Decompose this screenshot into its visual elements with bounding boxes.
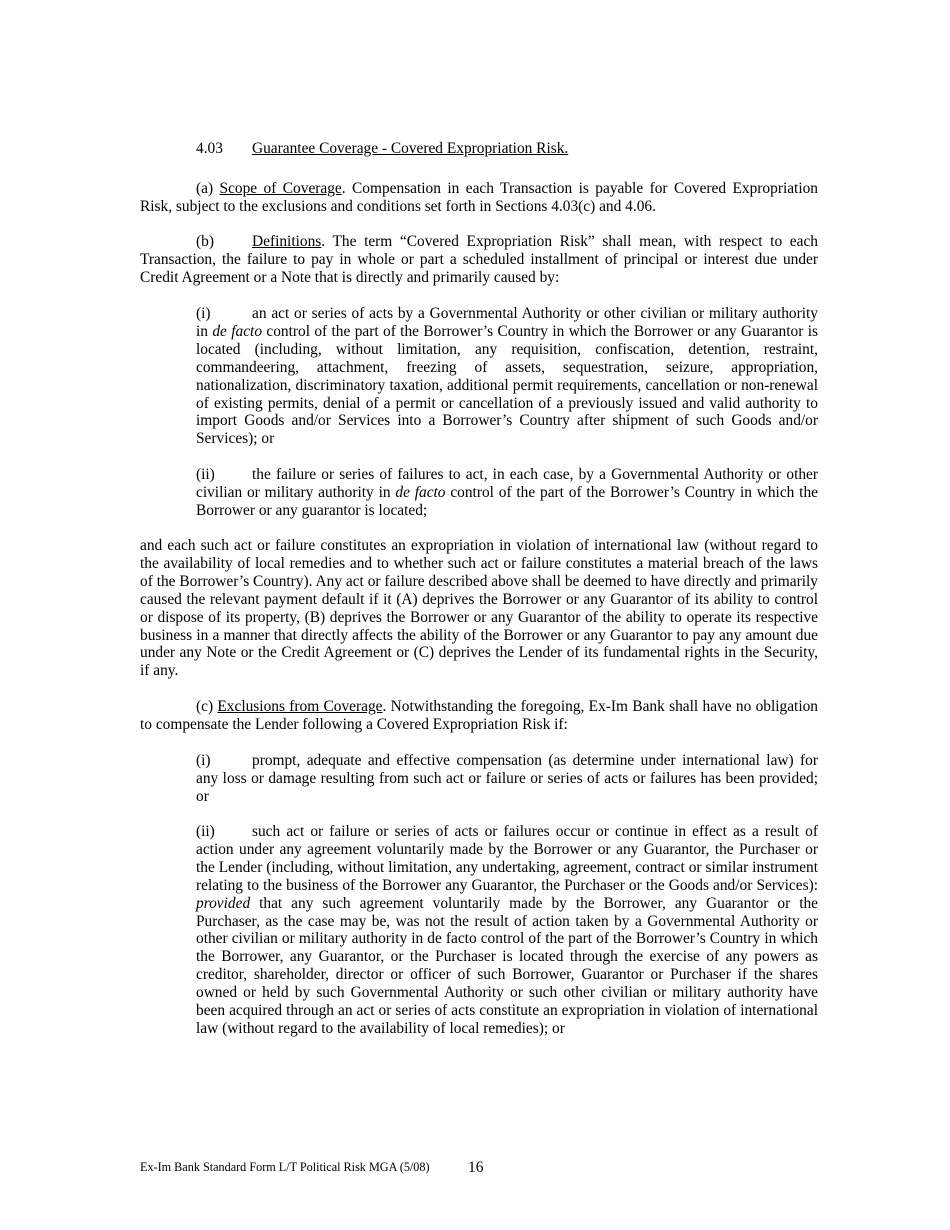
section-number: 4.03 [196,140,223,157]
paragraph-b-text: . The term “Covered Expropriation Risk” shall mean, with respect to each Transaction, the failure to pay in whole or part a scheduled installment of principal or interest due under Credit Agreement or a Note that is directly and primarily caused by: [140,233,818,286]
paragraph-a-text: . Compensation in each Transaction is payable for Covered Expropriation Risk, subject to the exclusions and conditions set forth in Sections 4.03(c) and 4.06. [140,180,818,215]
section-title: Guarantee Coverage - Covered Expropriation Risk. [252,140,569,157]
footer-form-name: Ex-Im Bank Standard Form L/T Political Risk MGA (5/08) [140,1160,430,1174]
paragraph-a-label: (a) [196,180,220,197]
item-c-ii-text-1: such act or failure or series of acts or failures occur or continue in effect as a result of action under any agreement voluntarily made by the Borrower or any Guarantor, the Purchaser or the Lender (including, without limitation, any undertaking, agreement, contract or similar instrument relating to the business of the Borrower any Guarantor, the Purchaser or the Goods and/or Services): [196,823,818,894]
paragraph-continuation: and each such act or failure constitutes an expropriation in violation of international law (without regard to the availability of local remedies and to whether such act or failure constitutes a material breach of the laws of the Borrower’s Country). Any act or failure described above shall be deemed to have directly and primarily caused the relevant payment default if it (A) deprives the Borrower or any Guarantor of its ability to control or dispose of its property, (B) deprives the Borrower or any Guarantor of the ability to operate its respective business in a manner that directly affects the ability of the Borrower or any Guarantor to pay any amount due under any Note or the Credit Agreement or (C) deprives the Lender of its fundamental rights in the Security, if any. [140,537,818,680]
item-c-i-text: prompt, adequate and effective compensation (as determine under international law) for any loss or damage resulting from such act or failure or series of acts or failures has been provided; or [196,752,818,805]
item-b-ii-italic: de facto [395,483,446,501]
footer-page-number: 16 [468,1159,484,1176]
item-b-i-italic: de facto [212,322,263,340]
paragraph-b-label: (b) [196,233,214,250]
item-b-ii-text-2: control of the part of the Borrower’s Country in which the Borrower or any guarantor is located; [196,483,818,519]
paragraph-c-heading: Exclusions from Coverage [217,698,383,715]
item-b-ii-text-1: the failure or series of failures to act, in each case, by a Governmental Authority or other civilian or military authority in [196,466,818,501]
item-b-i-label: (i) [196,305,211,322]
paragraph-c-label: (c) [196,698,218,715]
item-b-i-text-1: an act or series of acts by a Governmental Authority or other civilian or military authority in [196,305,818,340]
paragraph-b-heading: Definitions [252,233,322,250]
item-c-ii-label: (ii) [196,823,215,840]
section-heading [196,140,818,158]
paragraph-a [140,180,818,216]
item-c-i [196,752,818,806]
item-b-ii [196,466,818,520]
item-c-ii-text-2: that any such agreement voluntarily made by the Borrower, any Guarantor or the Purchaser, as the case may be, was not the result of action taken by a Governmental Authority or other civilian or military authority in de facto control of the part of the Borrower’s Country in which the Borrower, any Guarantor, or the Purchaser is located through the exercise of any powers as creditor, shareholder, director or officer of such Borrower, Guarantor or Purchaser if the shares owned or held by such Governmental Authority or such other civilian or military authority have been acquired through an act or series of acts constitute an expropriation in violation of international law (without regard to the availability of local remedies); or [196,894,818,1037]
paragraph-c [140,698,818,734]
item-b-ii-label: (ii) [196,466,215,483]
paragraph-b [140,233,818,287]
item-c-i-label: (i) [196,752,211,769]
paragraph-a-heading: Scope of Coverage [219,180,342,197]
item-c-ii [196,823,818,1038]
paragraph-c-text: . Notwithstanding the foregoing, Ex-Im Bank shall have no obligation to compensate the Lender following a Covered Expropriation Risk if: [140,698,818,733]
item-c-ii-italic: provided [196,894,251,912]
item-b-i-text-2: control of the part of the Borrower’s Country in which the Borrower or any Guarantor is located (including, without limitation, any requisition, confiscation, detention, restraint, commandeering, attachment, freezing of assets, sequestration, seizure, appropriation, nationalization, discriminatory taxation, additional permit requirements, cancellation or non-renewal of existing permits, denial of a permit or cancellation of a previously issued and valid authority to import Goods and/or Services into a Borrower’s Country after shipment of such Goods and/or Services); or [196,322,818,448]
item-b-i [196,305,818,448]
